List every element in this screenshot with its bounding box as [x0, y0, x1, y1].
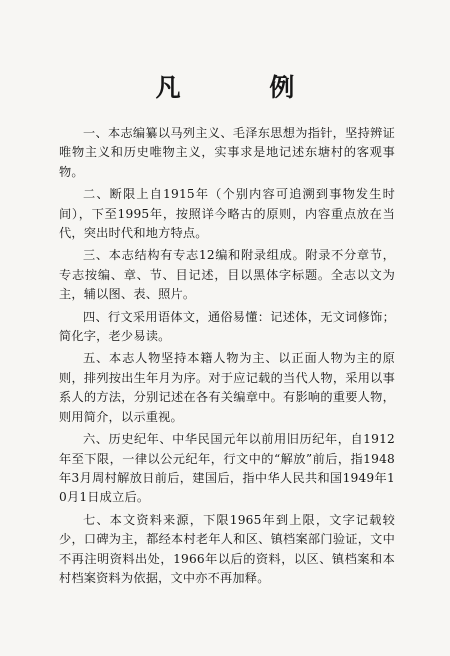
paragraph-1: 一、本志编纂以马列主义、毛泽东思想为指针，坚持辨证唯物主义和历史唯物主义，实事求是地记述东塘村的客观事物。	[59, 126, 395, 179]
paragraph-3: 三、本志结构有专志12编和附录组成。附录不分章节，专志按编、章、节、目记述，目以黑体字标题。全志以文为主，辅以图、表、照片。	[59, 248, 395, 302]
paragraph-6: 六、历史纪年、中华民国元年以前用旧历纪年，自1912年至下限，一律以公元纪年，行文中的“解放”前后，指1948年3月周村解放日前后，建国后，指中华人民共和国1949年10月1日成立后。	[59, 432, 395, 505]
paragraph-2: 二、断限上自1915年（个别内容可追溯到事物发生时间），下至1995年，按照详今略古的原则，内容重点放在当代，突出时代和地方特点。	[59, 187, 395, 241]
paragraph-7: 七、本文资料来源，下限1965年到上限，文字记载较少，口碑为主，都经本村老年人和区、镇档案部门验证，文中不再注明资料出处，1966年以后的资料，以区、镇档案和本村档案资料为依据，文中亦不再加释。	[59, 512, 395, 585]
paragraph-5: 五、本志人物坚持本籍人物为主、以正面人物为主的原则，排列按出生年月为序。对于应记载的当代人物，采用以事系人的方法，分别记述在各有关编章中。有影响的重要人物，则用简介，以示重视。	[59, 351, 395, 424]
paragraph-4: 四、行文采用语体文，通俗易懂：记述体，无文词修饰；简化字，老少易读。	[59, 309, 395, 344]
page-title: 凡 例	[155, 73, 335, 102]
document-body	[59, 124, 395, 591]
